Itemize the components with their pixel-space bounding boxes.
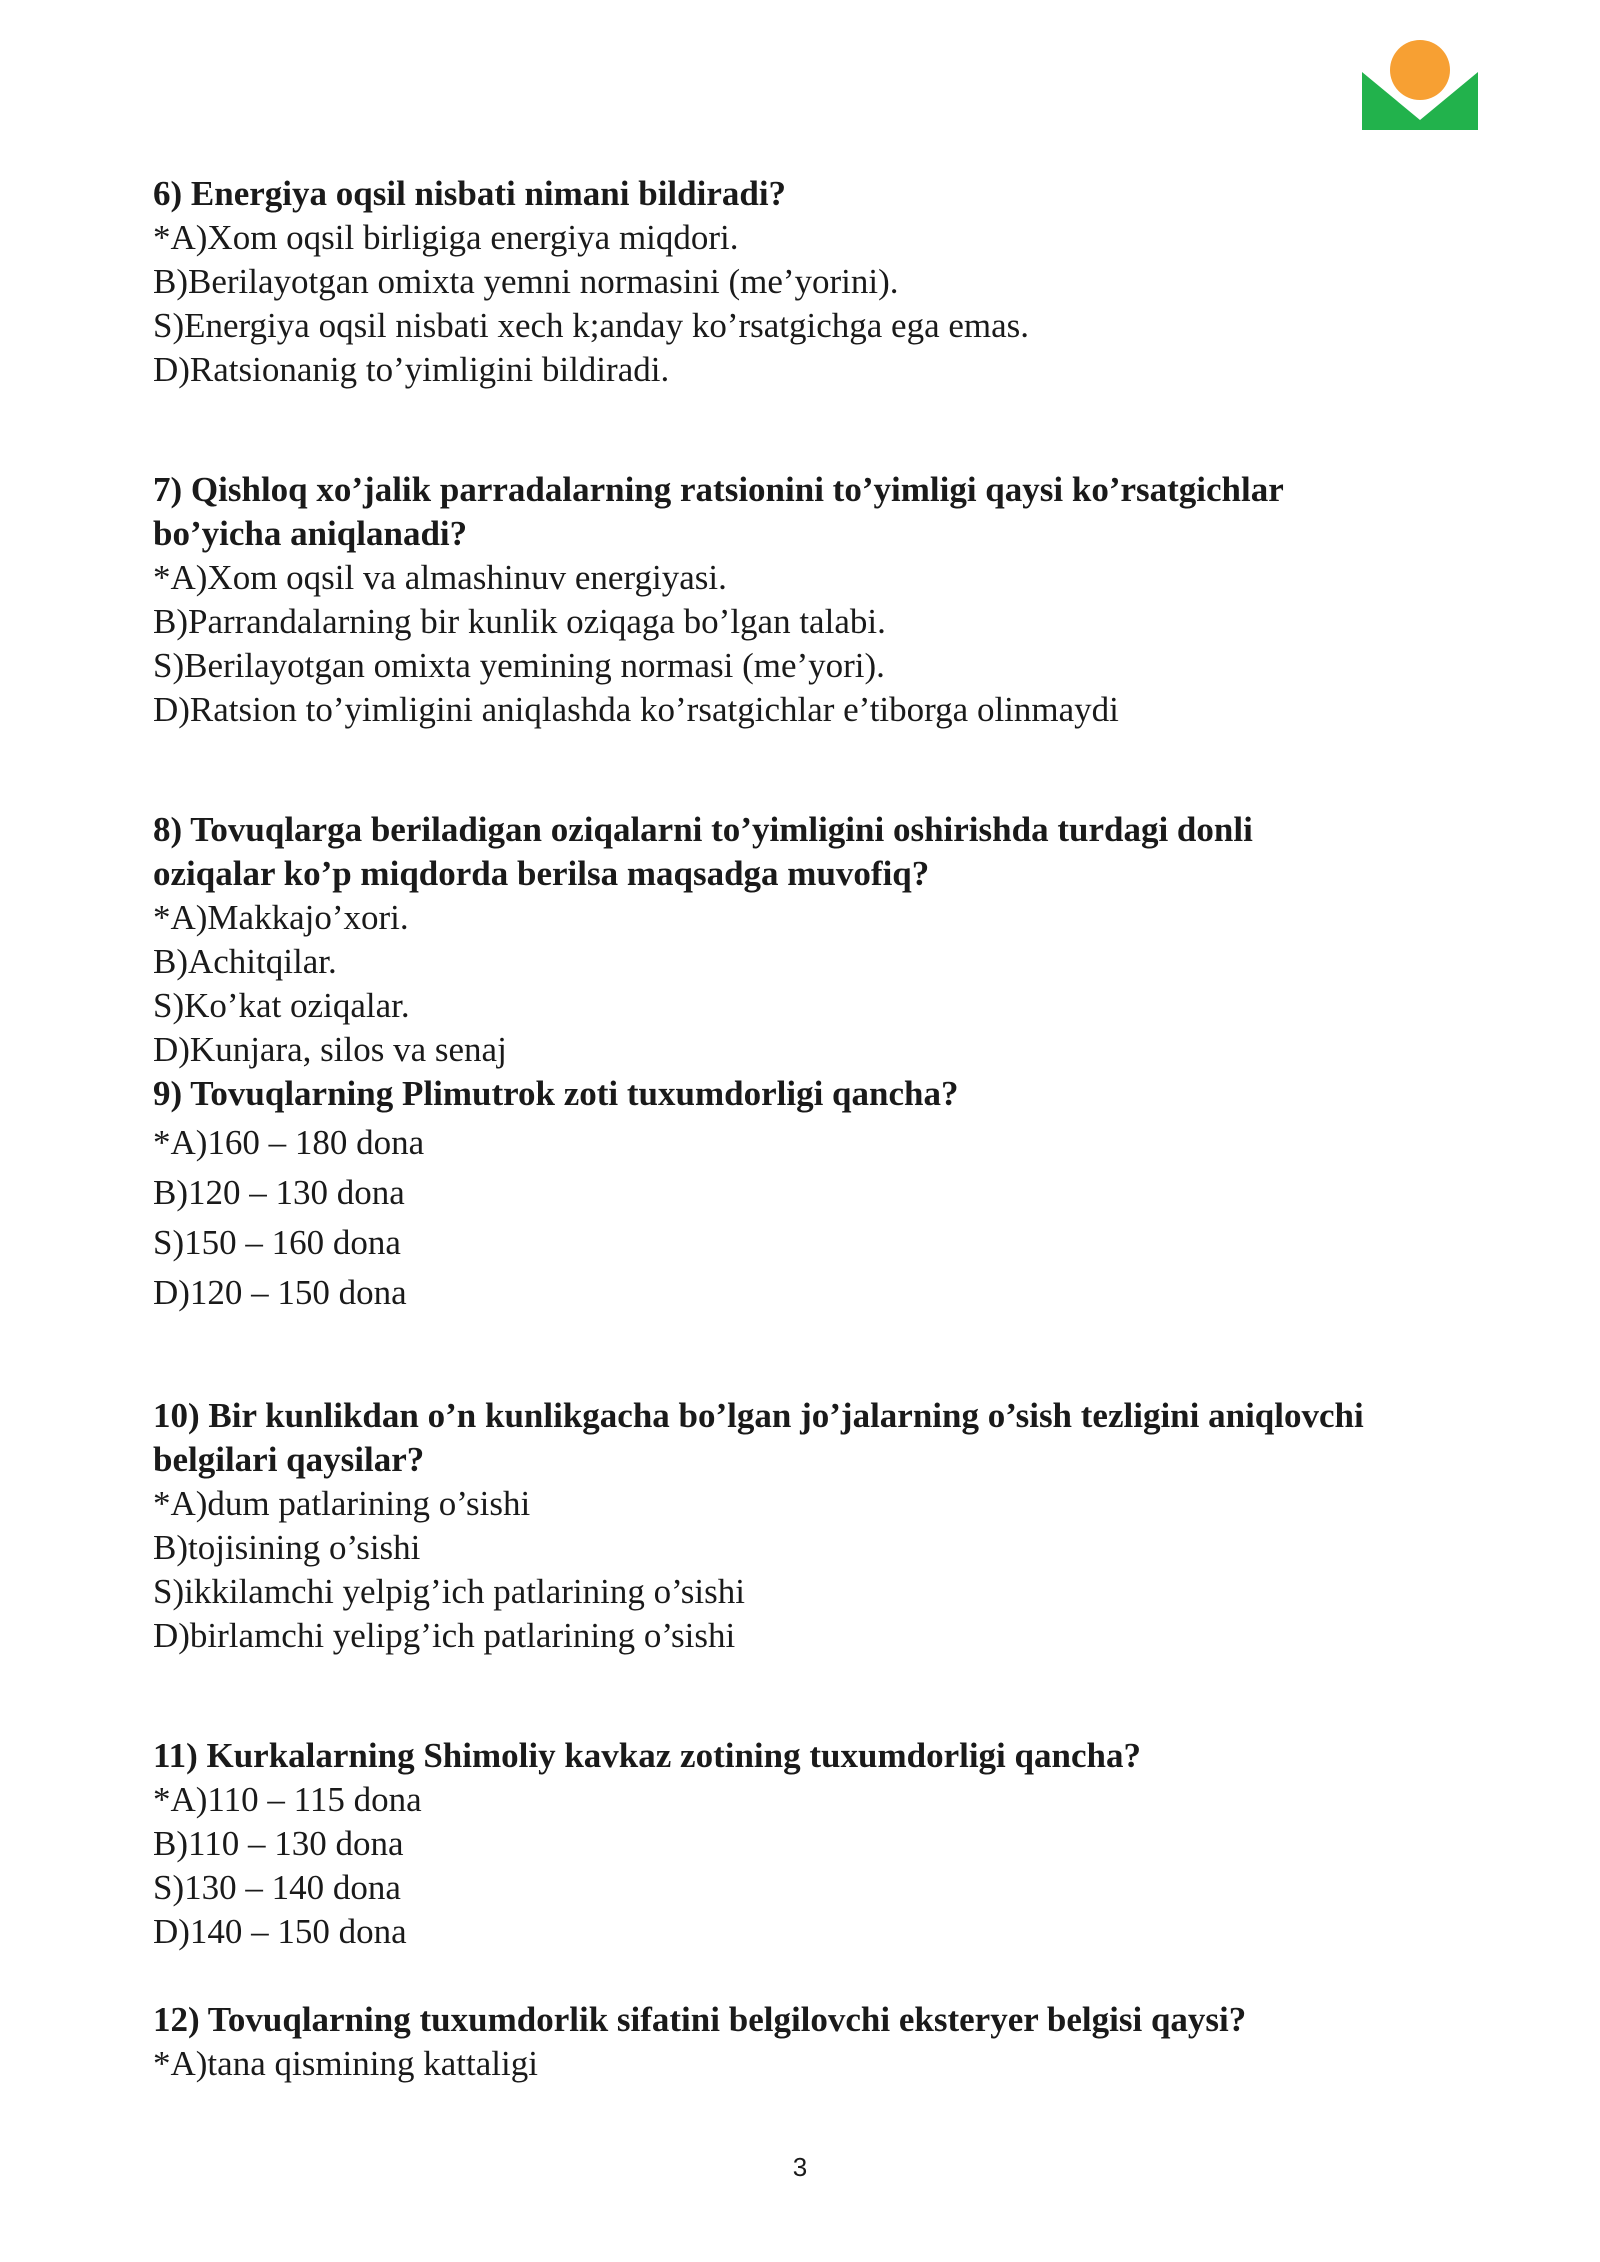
answer-option: B)Parrandalarning bir kunlik oziqaga bo’lgan talabi. xyxy=(153,602,886,641)
question-title: 12) Tovuqlarning tuxumdorlik sifatini belgilovchi eksteryer belgisi qaysi? xyxy=(153,2000,1247,2039)
question-title-continued: belgilari qaysilar? xyxy=(153,1440,425,1479)
answer-option: D)Ratsionanig to’yimligini bildiradi. xyxy=(153,350,670,389)
answer-option: *A)Xom oqsil birligiga energiya miqdori. xyxy=(153,218,739,257)
question-12 xyxy=(153,1998,1483,2086)
question-title: 9) Tovuqlarning Plimutrok zoti tuxumdorligi qancha? xyxy=(153,1074,959,1113)
answer-option: D)birlamchi yelipg’ich patlarining o’sishi xyxy=(153,1616,736,1655)
answer-option: D)140 – 150 dona xyxy=(153,1912,407,1951)
question-title: 11) Kurkalarning Shimoliy kavkaz zotining tuxumdorligi qancha? xyxy=(153,1736,1141,1775)
question-title: 10) Bir kunlikdan o’n kunlikgacha bo’lgan jo’jalarning o’sish tezligini aniqlovchi xyxy=(153,1396,1364,1435)
document-body xyxy=(153,172,1483,2086)
question-title: 7) Qishloq xo’jalik parradalarning ratsionini to’yimligi qaysi ko’rsatgichlar xyxy=(153,470,1284,509)
page-number: 3 xyxy=(792,2152,808,2182)
answer-option: D)Ratsion to’yimligini aniqlashda ko’rsatgichlar e’tiborga olinmaydi xyxy=(153,690,1119,729)
question-7 xyxy=(153,468,1483,732)
answer-option: S)Ko’kat oziqalar. xyxy=(153,986,410,1025)
answer-option: S)150 – 160 dona xyxy=(153,1223,401,1262)
logo-icon xyxy=(1360,38,1480,134)
question-6 xyxy=(153,172,1483,392)
question-title: 8) Tovuqlarga beriladigan oziqalarni to’yimligini oshirishda turdagi donli xyxy=(153,810,1253,849)
answer-option: B)Achitqilar. xyxy=(153,942,337,981)
question-11 xyxy=(153,1734,1483,1954)
answer-option: B)120 – 130 dona xyxy=(153,1173,405,1212)
question-title-continued: bo’yicha aniqlanadi? xyxy=(153,514,468,553)
answer-option: B)110 – 130 dona xyxy=(153,1824,404,1863)
answer-option: S)Energiya oqsil nisbati xech k;anday ko’rsatgichga ega emas. xyxy=(153,306,1030,345)
question-title: 6) Energiya oqsil nisbati nimani bildiradi? xyxy=(153,174,787,213)
answer-option: *A)tana qismining kattaligi xyxy=(153,2044,538,2083)
question-8 xyxy=(153,808,1483,1072)
answer-option: B)tojisining o’sishi xyxy=(153,1528,421,1567)
answer-option: S)Berilayotgan omixta yemining normasi (me’yori). xyxy=(153,646,885,685)
answer-option: *A)110 – 115 dona xyxy=(153,1780,422,1819)
answer-option: D)120 – 150 dona xyxy=(153,1273,407,1312)
answer-option: S)ikkilamchi yelpig’ich patlarining o’sishi xyxy=(153,1572,745,1611)
question-title-continued: oziqalar ko’p miqdorda berilsa maqsadga muvofiq? xyxy=(153,854,930,893)
answer-option: B)Berilayotgan omixta yemni normasini (me’yorini). xyxy=(153,262,899,301)
answer-option: *A)Makkajo’xori. xyxy=(153,898,409,937)
answer-option: S)130 – 140 dona xyxy=(153,1868,401,1907)
answer-option: *A)Xom oqsil va almashinuv energiyasi. xyxy=(153,558,727,597)
question-10 xyxy=(153,1394,1483,1658)
answer-option: *A)dum patlarining o’sishi xyxy=(153,1484,531,1523)
question-9 xyxy=(153,1072,1483,1318)
answer-option: *A)160 – 180 dona xyxy=(153,1123,425,1162)
answer-option: D)Kunjara, silos va senaj xyxy=(153,1030,507,1069)
